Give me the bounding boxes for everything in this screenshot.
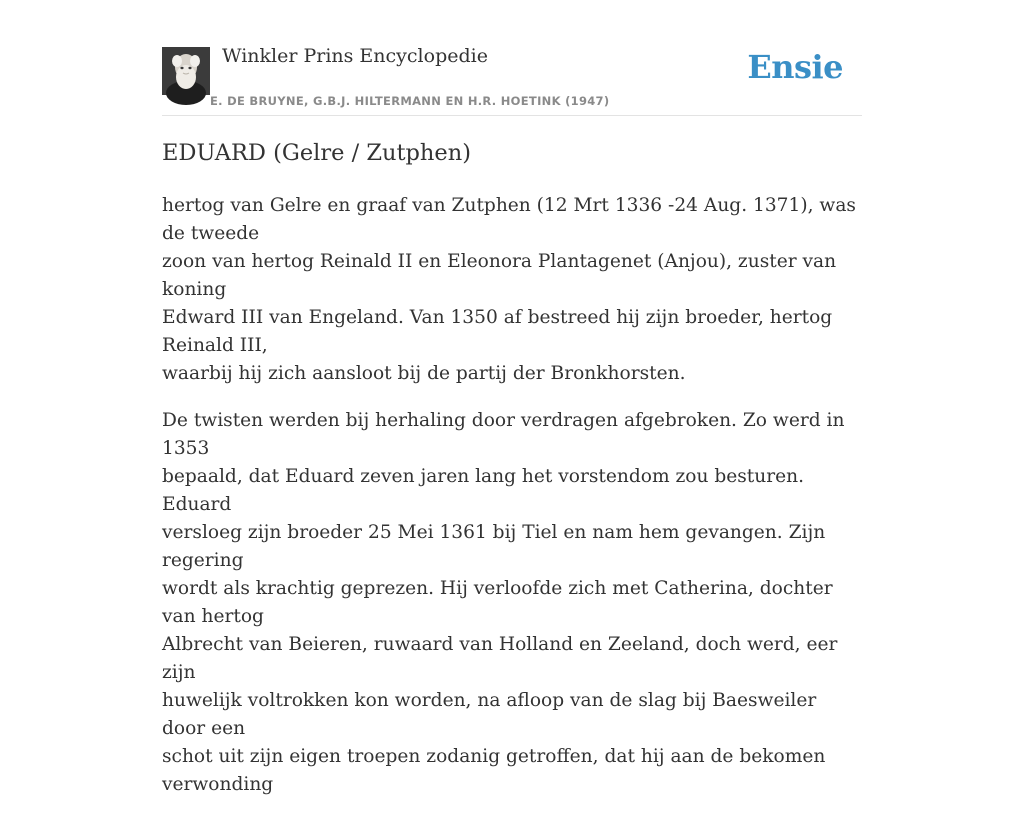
article-line: waarbij hij zich aansloot bij de partij der Bronkhorsten. <box>162 363 686 384</box>
portrait-icon <box>162 47 210 95</box>
article-paragraph <box>162 407 862 799</box>
article-line: versloeg zijn broeder 25 Mei 1361 bij Tiel en nam hem gevangen. Zijn regering <box>162 522 826 571</box>
article-line: huwelijk voltrokken kon worden, na afloop van de slag bij Baesweiler door een <box>162 690 817 739</box>
article-line: zoon van hertog Reinald II en Eleonora Plantagenet (Anjou), zuster van koning <box>162 251 837 300</box>
article-byline: E. DE BRUYNE, G.B.J. HILTERMANN EN H.R. HOETINK (1947) <box>210 94 610 108</box>
site-title[interactable]: Winkler Prins Encyclopedie <box>222 45 488 67</box>
article-line: Albrecht van Beieren, ruwaard van Holland en Zeeland, doch werd, eer zijn <box>162 634 838 683</box>
article-line: schot uit zijn eigen troepen zodanig getroffen, dat hij aan de bekomen verwonding <box>162 746 826 795</box>
article-paragraph <box>162 192 862 388</box>
article-line: wordt als krachtig geprezen. Hij verloofde zich met Catherina, dochter van hertog <box>162 578 833 627</box>
article-line: bepaald, dat Eduard zeven jaren lang het vorstendom zou besturen. Eduard <box>162 466 805 515</box>
site-logo[interactable]: Ensie <box>747 48 843 86</box>
article-body <box>162 192 862 818</box>
article-line: Edward III van Engeland. Van 1350 af bestreed hij zijn broeder, hertog Reinald III, <box>162 307 833 356</box>
article-headword: EDUARD (Gelre / Zutphen) <box>162 140 471 166</box>
article-line: hertog van Gelre en graaf van Zutphen (12 Mrt 1336 -24 Aug. 1371), was de tweede <box>162 195 856 244</box>
portrait-avatar-icon <box>162 47 210 95</box>
article-line: De twisten werden bij herhaling door verdragen afgebroken. Zo werd in 1353 <box>162 410 845 459</box>
header-divider <box>162 115 862 116</box>
